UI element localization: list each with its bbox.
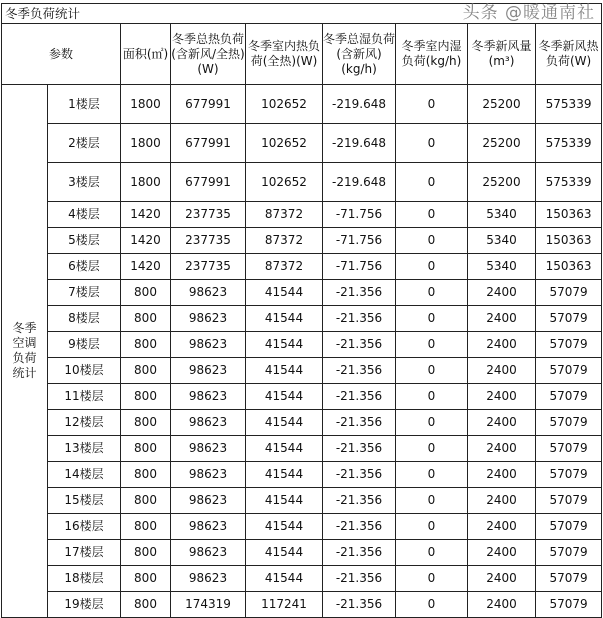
table-cell: 0	[396, 254, 468, 280]
table-cell: 0	[396, 358, 468, 384]
table-cell: 57079	[536, 306, 602, 332]
table-cell: 6楼层	[48, 254, 121, 280]
table-cell: 800	[121, 410, 171, 436]
table-cell: -21.356	[323, 332, 396, 358]
table-cell: 57079	[536, 462, 602, 488]
table-cell: 98623	[171, 332, 246, 358]
table-cell: 87372	[246, 254, 323, 280]
table-row	[2, 384, 602, 410]
table-cell: 14楼层	[48, 462, 121, 488]
table-cell: 87372	[246, 228, 323, 254]
table-cell: 575339	[536, 124, 602, 163]
header-indoor-heat: 冬季室内热负荷(全热)(W)	[246, 24, 323, 85]
table-cell: 57079	[536, 488, 602, 514]
table-cell: 98623	[171, 280, 246, 306]
table-cell: 9楼层	[48, 332, 121, 358]
table-cell: 41544	[246, 280, 323, 306]
table-row	[2, 163, 602, 202]
table-cell: -21.356	[323, 592, 396, 618]
table-cell: 98623	[171, 384, 246, 410]
table-cell: -71.756	[323, 254, 396, 280]
table-cell: 18楼层	[48, 566, 121, 592]
table-cell: 41544	[246, 410, 323, 436]
table-cell: 98623	[171, 514, 246, 540]
header-row	[2, 24, 602, 85]
table-cell: 8楼层	[48, 306, 121, 332]
table-cell: 98623	[171, 358, 246, 384]
winter-load-table	[1, 3, 602, 618]
table-cell: 1800	[121, 163, 171, 202]
table-cell: -21.356	[323, 514, 396, 540]
table-cell: 41544	[246, 566, 323, 592]
table-cell: 677991	[171, 85, 246, 124]
header-total-heat: 冬季总热负荷(含新风/全热)(W)	[171, 24, 246, 85]
table-cell: 575339	[536, 85, 602, 124]
table-cell: 2400	[468, 332, 536, 358]
table-cell: 174319	[171, 592, 246, 618]
table-cell: -21.356	[323, 488, 396, 514]
table-cell: 0	[396, 592, 468, 618]
table-cell: 150363	[536, 228, 602, 254]
table-cell: 2400	[468, 280, 536, 306]
table-cell: 0	[396, 488, 468, 514]
table-cell: 677991	[171, 124, 246, 163]
table-cell: 41544	[246, 306, 323, 332]
table-cell: 98623	[171, 566, 246, 592]
table-cell: 0	[396, 462, 468, 488]
table-row	[2, 540, 602, 566]
table-cell: -219.648	[323, 163, 396, 202]
table-cell: 1800	[121, 124, 171, 163]
table-cell: 237735	[171, 228, 246, 254]
table-cell: 41544	[246, 384, 323, 410]
table-cell: 800	[121, 566, 171, 592]
header-fresh-heat: 冬季新风热负荷(W)	[536, 24, 602, 85]
table-cell: 2400	[468, 462, 536, 488]
table-cell: 102652	[246, 85, 323, 124]
table-cell: 0	[396, 566, 468, 592]
table-cell: 98623	[171, 488, 246, 514]
table-row	[2, 436, 602, 462]
table-cell: 10楼层	[48, 358, 121, 384]
table-cell: 7楼层	[48, 280, 121, 306]
table-cell: 5楼层	[48, 228, 121, 254]
table-cell: 0	[396, 332, 468, 358]
table-cell: 41544	[246, 358, 323, 384]
table-cell: 2400	[468, 540, 536, 566]
table-cell: 150363	[536, 202, 602, 228]
table-cell: 800	[121, 332, 171, 358]
table-cell: 41544	[246, 514, 323, 540]
table-cell: 677991	[171, 163, 246, 202]
table-cell: 102652	[246, 124, 323, 163]
table-row	[2, 566, 602, 592]
table-cell: 25200	[468, 163, 536, 202]
table-cell: -21.356	[323, 436, 396, 462]
table-cell: 2400	[468, 410, 536, 436]
table-cell: 0	[396, 124, 468, 163]
table-cell: 41544	[246, 540, 323, 566]
header-param: 参数	[2, 24, 121, 85]
table-row	[2, 306, 602, 332]
table-cell: -21.356	[323, 462, 396, 488]
table-cell: 2400	[468, 384, 536, 410]
table-cell: 25200	[468, 85, 536, 124]
table-cell: 117241	[246, 592, 323, 618]
header-area: 面积(㎡)	[121, 24, 171, 85]
table-cell: 87372	[246, 202, 323, 228]
table-cell: 1800	[121, 85, 171, 124]
table-cell: 41544	[246, 332, 323, 358]
table-cell: 57079	[536, 332, 602, 358]
table-cell: 57079	[536, 384, 602, 410]
table-row	[2, 488, 602, 514]
table-cell: 0	[396, 514, 468, 540]
table-cell: -219.648	[323, 85, 396, 124]
table-cell: 11楼层	[48, 384, 121, 410]
table-cell: 0	[396, 85, 468, 124]
table-cell: 800	[121, 280, 171, 306]
table-row	[2, 202, 602, 228]
table-cell: 1楼层	[48, 85, 121, 124]
table-cell: 150363	[536, 254, 602, 280]
table-row	[2, 358, 602, 384]
table-cell: -21.356	[323, 306, 396, 332]
table-row	[2, 514, 602, 540]
table-cell: 5340	[468, 254, 536, 280]
table-cell: 1420	[121, 228, 171, 254]
table-cell: 17楼层	[48, 540, 121, 566]
table-row	[2, 592, 602, 618]
table-cell: 0	[396, 228, 468, 254]
table-cell: 2楼层	[48, 124, 121, 163]
table-cell: 98623	[171, 436, 246, 462]
table-cell: 2400	[468, 306, 536, 332]
table-cell: 800	[121, 462, 171, 488]
table-cell: -21.356	[323, 540, 396, 566]
table-cell: 3楼层	[48, 163, 121, 202]
table-cell: 4楼层	[48, 202, 121, 228]
table-cell: 0	[396, 163, 468, 202]
table-cell: 5340	[468, 228, 536, 254]
table-cell: -219.648	[323, 124, 396, 163]
table-cell: 237735	[171, 202, 246, 228]
table-cell: 98623	[171, 306, 246, 332]
table-title: 冬季负荷统计	[2, 4, 602, 24]
table-cell: 57079	[536, 592, 602, 618]
header-indoor-humid: 冬季室内湿负荷(kg/h)	[396, 24, 468, 85]
header-total-humid: 冬季总湿负荷(含新风)(kg/h)	[323, 24, 396, 85]
table-cell: 98623	[171, 462, 246, 488]
table-cell: 15楼层	[48, 488, 121, 514]
table-cell: 0	[396, 202, 468, 228]
table-cell: 0	[396, 280, 468, 306]
table-cell: 13楼层	[48, 436, 121, 462]
table-cell: 19楼层	[48, 592, 121, 618]
table-row	[2, 332, 602, 358]
table-cell: 57079	[536, 280, 602, 306]
table-row	[2, 124, 602, 163]
table-cell: 5340	[468, 202, 536, 228]
table-cell: 800	[121, 540, 171, 566]
table-cell: -71.756	[323, 228, 396, 254]
table-cell: -21.356	[323, 384, 396, 410]
table-cell: 800	[121, 592, 171, 618]
table-cell: 1420	[121, 254, 171, 280]
table-cell: 57079	[536, 358, 602, 384]
table-cell: 12楼层	[48, 410, 121, 436]
table-cell: 800	[121, 488, 171, 514]
table-cell: -71.756	[323, 202, 396, 228]
table-cell: 800	[121, 436, 171, 462]
table-cell: 575339	[536, 163, 602, 202]
table-cell: 41544	[246, 436, 323, 462]
table-cell: 2400	[468, 436, 536, 462]
table-cell: 0	[396, 306, 468, 332]
table-cell: 800	[121, 358, 171, 384]
table-cell: -21.356	[323, 410, 396, 436]
table-cell: 2400	[468, 358, 536, 384]
table-cell: 800	[121, 306, 171, 332]
table-cell: 57079	[536, 514, 602, 540]
table-cell: 102652	[246, 163, 323, 202]
table-cell: 16楼层	[48, 514, 121, 540]
table-cell: 2400	[468, 592, 536, 618]
table-cell: -21.356	[323, 566, 396, 592]
table-cell: 57079	[536, 566, 602, 592]
table-cell: 0	[396, 410, 468, 436]
table-cell: 41544	[246, 488, 323, 514]
table-cell: 25200	[468, 124, 536, 163]
table-cell: -21.356	[323, 358, 396, 384]
table-cell: 237735	[171, 254, 246, 280]
table-cell: 1420	[121, 202, 171, 228]
table-row	[2, 228, 602, 254]
table-cell: 800	[121, 384, 171, 410]
table-cell: 41544	[246, 462, 323, 488]
table-cell: 2400	[468, 566, 536, 592]
table-cell: 57079	[536, 540, 602, 566]
table-cell: 2400	[468, 514, 536, 540]
table-cell: 0	[396, 540, 468, 566]
table-cell: 57079	[536, 436, 602, 462]
table-cell: -21.356	[323, 280, 396, 306]
table-cell: 57079	[536, 410, 602, 436]
table-row	[2, 254, 602, 280]
table-cell: 0	[396, 384, 468, 410]
table-row	[2, 410, 602, 436]
table-cell: 2400	[468, 488, 536, 514]
watermark: 头条 @暖通南社	[462, 3, 595, 23]
header-fresh-air: 冬季新风量(m³)	[468, 24, 536, 85]
table-row	[2, 85, 602, 124]
table-row	[2, 280, 602, 306]
table-cell: 800	[121, 514, 171, 540]
table-cell: 0	[396, 436, 468, 462]
group-label: 冬季空调负荷统计	[2, 85, 48, 618]
table-cell: 98623	[171, 410, 246, 436]
table-row	[2, 462, 602, 488]
table-cell: 98623	[171, 540, 246, 566]
